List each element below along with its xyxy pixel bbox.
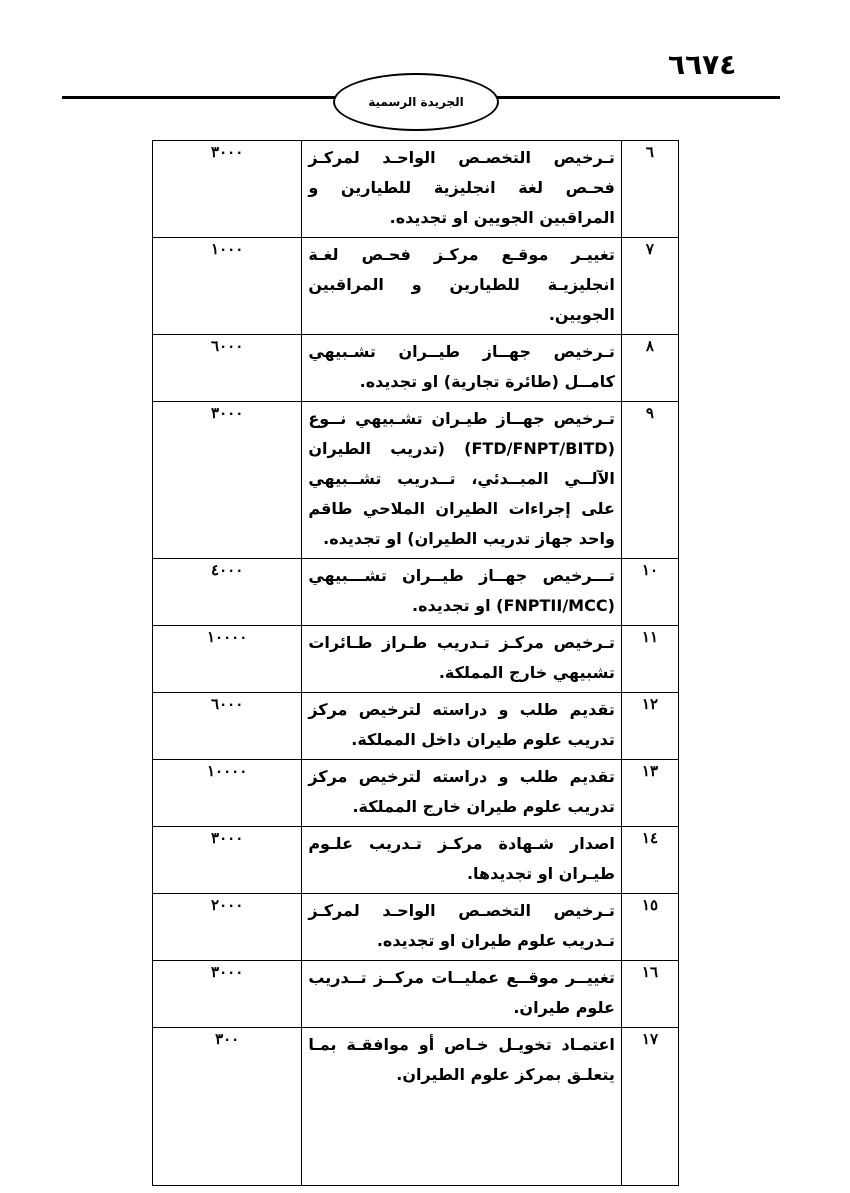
- fee-row: [153, 402, 679, 559]
- item-description: تـــرخيص جهــاز طيــران تشـــبيهي (FNPTII/MCC) او تجديده.: [302, 559, 622, 626]
- item-fee: ١٠٠٠٠: [153, 626, 302, 693]
- page-number: ٦٦٧٤: [668, 48, 737, 81]
- item-fee: ٣٠٠٠: [153, 827, 302, 894]
- item-fee: ٣٠٠٠: [153, 141, 302, 238]
- item-number: ١٢: [621, 693, 678, 760]
- item-description: تقديم طلب و دراسته لترخيص مركز تدريب علوم طيران داخل المملكة.: [302, 693, 622, 760]
- item-description: تـرخيص التخصـص الواحـد لمركـز تـدريب علوم طيران او تجديده.: [302, 894, 622, 961]
- fee-row: [153, 559, 679, 626]
- item-number: ١٤: [621, 827, 678, 894]
- item-description: تغييـر موقـع مركـز فحـص لغـة انجليزيـة للطيارين و المراقبين الجويين.: [302, 238, 622, 335]
- item-number: ١٠: [621, 559, 678, 626]
- item-description: تـرخيص جهــاز طيـران تشـبيهي نــوع (FTD/FNPT/BITD) (تدريب الطيران الآلــي المبــدئي، تــدريب تشــبيهي على إجراءات الطيران الملاحي طاقم واحد جهاز تدريب الطيران) او تجديده.: [302, 402, 622, 559]
- fee-row: [153, 827, 679, 894]
- fees-table: [152, 140, 679, 1186]
- item-fee: ٢٠٠٠: [153, 894, 302, 961]
- item-description: تـرخيص مركـز تـدريب طـراز طـائرات تشبيهي خارج المملكة.: [302, 626, 622, 693]
- fee-row: [153, 238, 679, 335]
- fee-row: [153, 693, 679, 760]
- item-description: تقديم طلب و دراسته لترخيص مركز تدريب علوم طيران خارج المملكة.: [302, 760, 622, 827]
- item-number: ١٧: [621, 1028, 678, 1186]
- item-fee: ٣٠٠٠: [153, 961, 302, 1028]
- fee-row: [153, 1028, 679, 1186]
- fee-row: [153, 141, 679, 238]
- item-number: ١٣: [621, 760, 678, 827]
- item-number: ٦: [621, 141, 678, 238]
- item-fee: ١٠٠٠: [153, 238, 302, 335]
- item-fee: ٣٠٠: [153, 1028, 302, 1186]
- fee-row: [153, 626, 679, 693]
- fee-row: [153, 335, 679, 402]
- fees-table-body: [153, 141, 679, 1186]
- item-fee: ٤٠٠٠: [153, 559, 302, 626]
- item-description: تـرخيص التخصـص الواحـد لمركـز فحـص لغة انجليزية للطيارين و المراقبين الجويين او تجديده.: [302, 141, 622, 238]
- fee-row: [153, 894, 679, 961]
- item-description: تـرخيص جهــاز طيــران تشـبيهي كامــل (طائرة تجارية) او تجديده.: [302, 335, 622, 402]
- item-fee: ٣٠٠٠: [153, 402, 302, 559]
- item-fee: ٦٠٠٠: [153, 693, 302, 760]
- item-number: ١١: [621, 626, 678, 693]
- fee-row: [153, 961, 679, 1028]
- item-number: ١٥: [621, 894, 678, 961]
- item-number: ١٦: [621, 961, 678, 1028]
- fee-row: [153, 760, 679, 827]
- item-description: اصدار شـهادة مركـز تـدريب علـوم طيـران او تجديدها.: [302, 827, 622, 894]
- item-number: ٧: [621, 238, 678, 335]
- masthead-title: الجريدة الرسمية: [333, 73, 499, 131]
- item-description: اعتمـاد تخويـل خـاص أو موافقـة بمـا يتعلـق بمركز علوم الطيران.: [302, 1028, 622, 1186]
- item-number: ٨: [621, 335, 678, 402]
- item-fee: ٦٠٠٠: [153, 335, 302, 402]
- item-fee: ١٠٠٠٠: [153, 760, 302, 827]
- item-description: تغييــر موقــع عمليــات مركــز تــدريب علوم طيران.: [302, 961, 622, 1028]
- item-number: ٩: [621, 402, 678, 559]
